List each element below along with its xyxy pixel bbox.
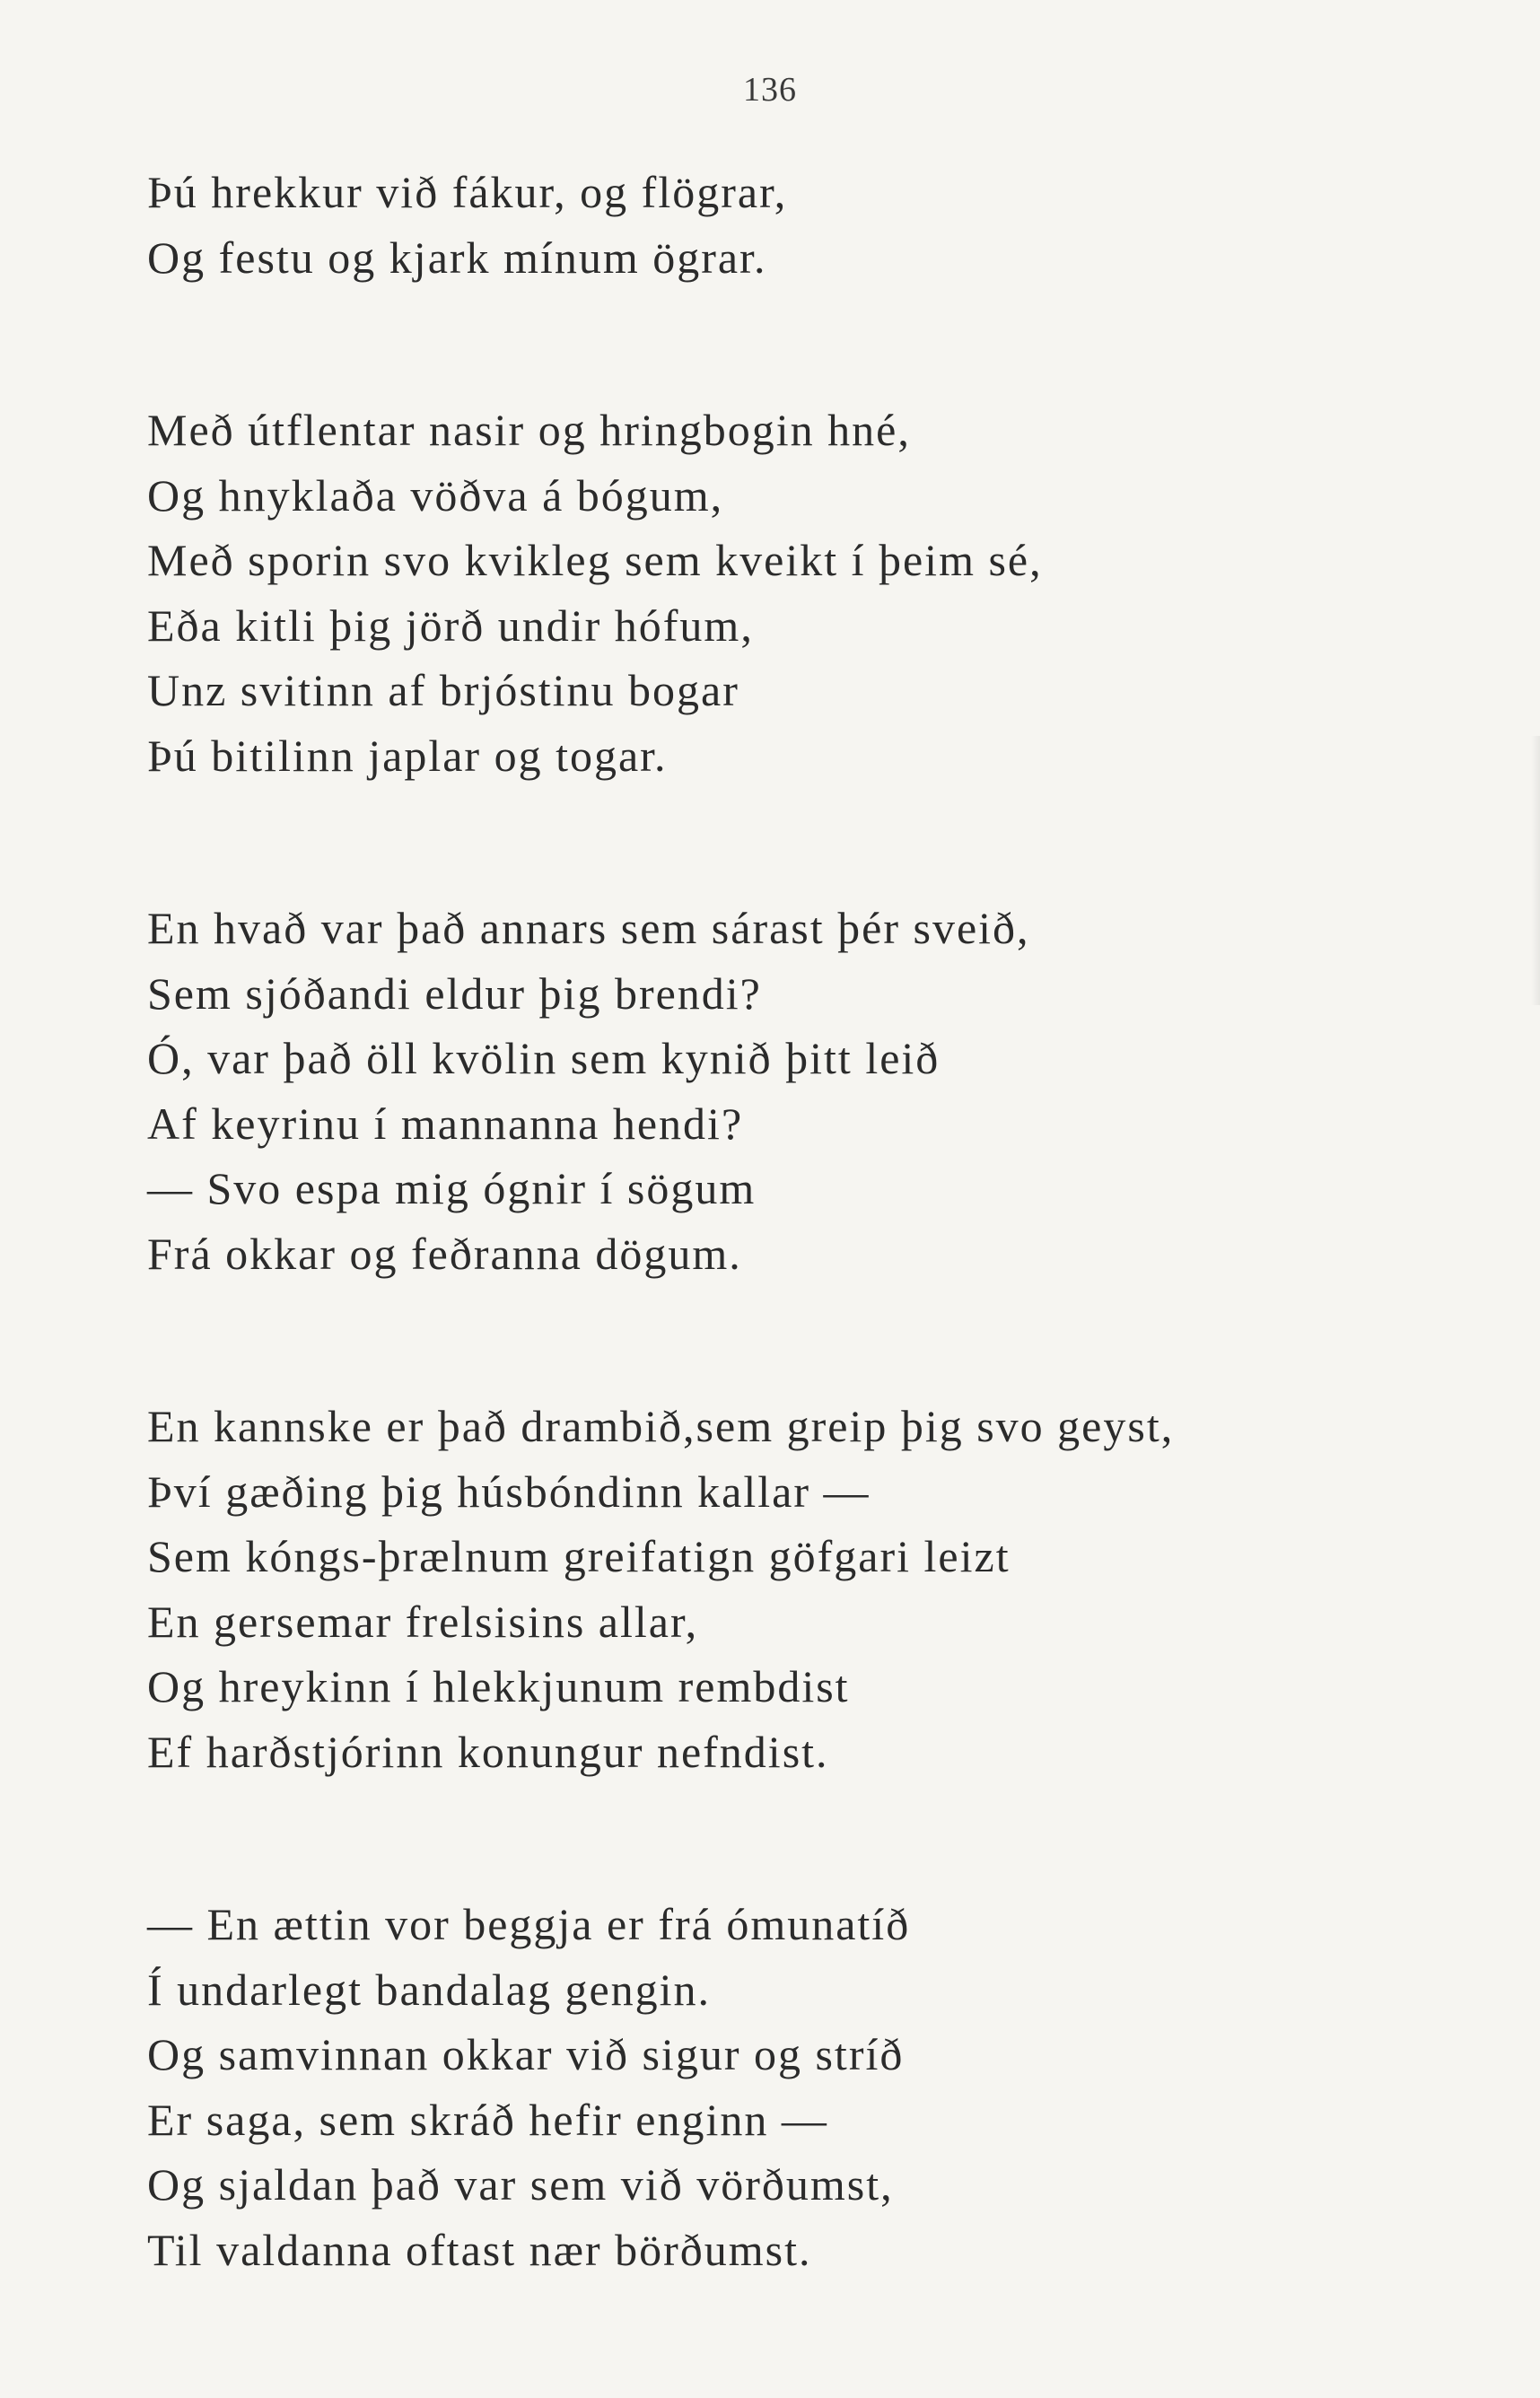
stanza-break xyxy=(147,1286,1404,1394)
stanza-3 xyxy=(147,896,1404,1286)
page-edge-shadow xyxy=(1531,736,1540,1005)
poem-line: — Svo espa mig ógnir í sögum xyxy=(147,1163,757,1213)
stanza-break xyxy=(147,290,1404,398)
poem-line: Unz svitinn af brjóstinu bogar xyxy=(147,665,739,715)
poem-line: Með sporin svo kvikleg sem kveikt í þeim sé, xyxy=(147,535,1043,585)
poem-line: Eða kitli þig jörð undir hófum, xyxy=(147,600,754,651)
poem-line: Með útflentar nasir og hringbogin hné, xyxy=(147,405,911,455)
poem-line: Og hreykinn í hlekkjunum rembdist xyxy=(147,1661,850,1711)
stanza-break xyxy=(147,1784,1404,1892)
poem-line: Og samvinnan okkar við sigur og stríð xyxy=(147,2029,905,2079)
poem-line: Þú bitilinn japlar og togar. xyxy=(147,730,668,781)
poem-line: Til valdanna oftast nær börðumst. xyxy=(147,2224,812,2275)
poem xyxy=(147,160,1404,2282)
stanza-4 xyxy=(147,1394,1404,1784)
poem-line: Og sjaldan það var sem við vörðumst, xyxy=(147,2159,894,2210)
poem-line: En kannske er það drambið,sem greip þig svo geyst, xyxy=(147,1401,1175,1451)
poem-line: Ó, var það öll kvölin sem kynið þitt leið xyxy=(147,1033,941,1083)
stanza-break xyxy=(147,788,1404,896)
poem-line: Í undarlegt bandalag gengin. xyxy=(147,1964,712,2015)
poem-line: Ef harðstjórinn konungur nefndist. xyxy=(147,1726,829,1777)
poem-line: Sem kóngs-þrælnum greifatign göfgari leizt xyxy=(147,1531,1011,1581)
stanza-5 xyxy=(147,1892,1404,2282)
stanza-1 xyxy=(147,160,1404,290)
poem-line: En gersemar frelsisins allar, xyxy=(147,1596,699,1647)
poem-line: Frá okkar og feðranna dögum. xyxy=(147,1228,742,1279)
poem-line: Af keyrinu í mannanna hendi? xyxy=(147,1098,744,1149)
poem-line: Og festu og kjark mínum ögrar. xyxy=(147,232,767,283)
poem-line: Og hnyklaða vöðva á bógum, xyxy=(147,469,724,521)
poem-line: Er saga, sem skráð hefir enginn — xyxy=(147,2094,828,2145)
page-number: 136 xyxy=(743,71,797,109)
poem-line: Þú hrekkur við fákur, og flögrar, xyxy=(147,167,788,217)
poem-line: En hvað var það annars sem sárast þér sveið, xyxy=(147,903,1030,953)
poem-line: Sem sjóðandi eldur þig brendi? xyxy=(147,967,762,1019)
poem-line: Því gæðing þig húsbóndinn kallar — xyxy=(147,1466,871,1517)
poem-line: — En ættin vor beggja er frá ómunatíð xyxy=(147,1899,911,1949)
stanza-2 xyxy=(147,398,1404,788)
